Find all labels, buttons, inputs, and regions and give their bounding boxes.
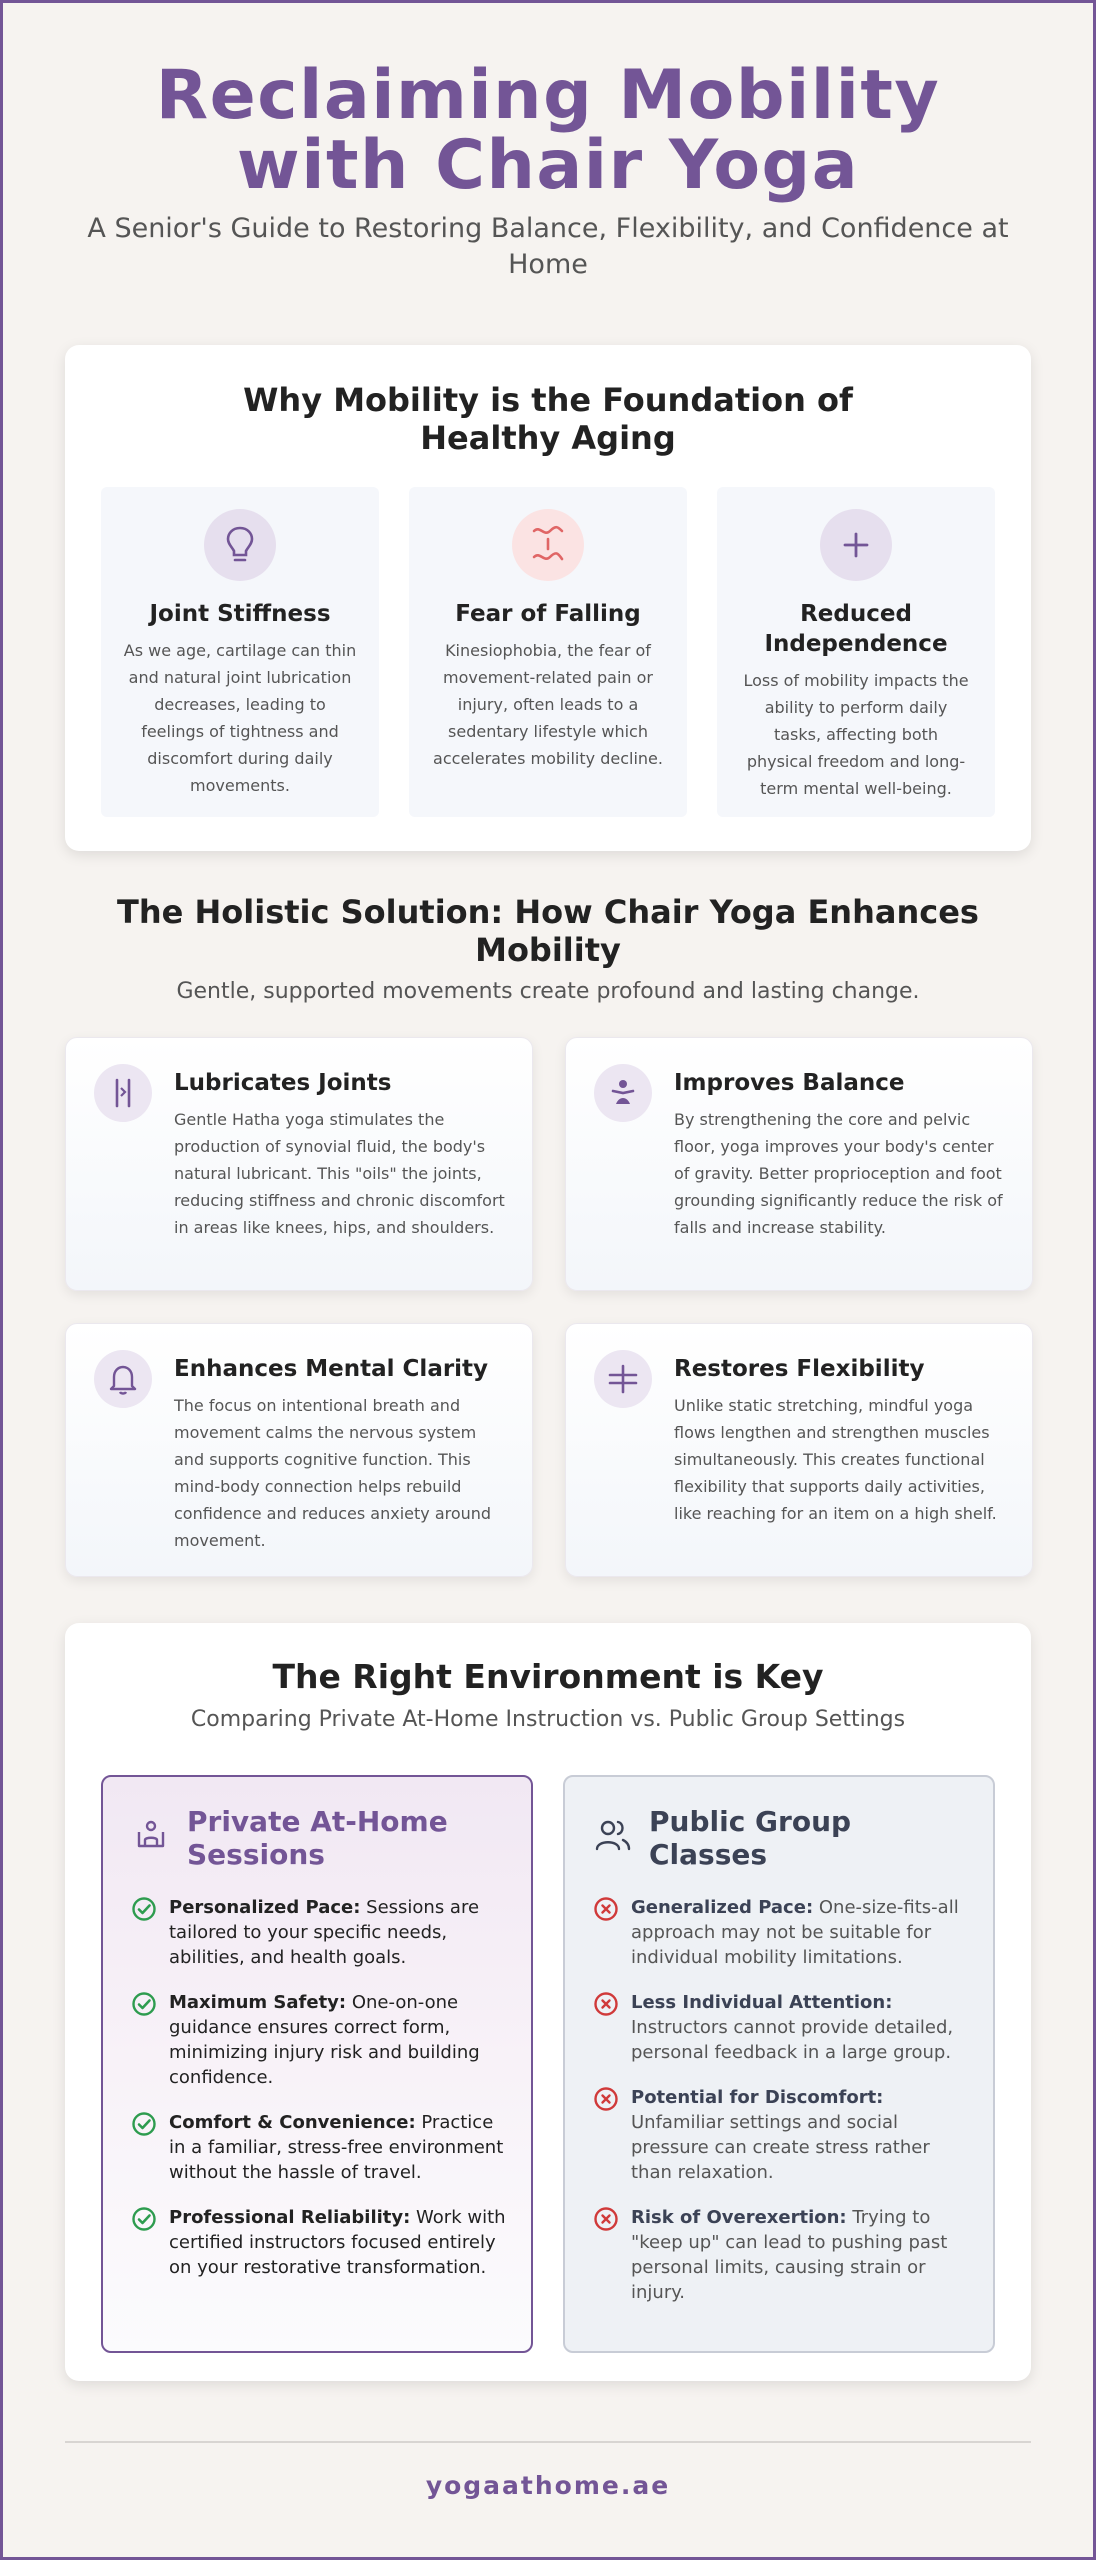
why-item-reduced-independence <box>717 487 995 817</box>
lightbulb-icon <box>204 509 276 581</box>
why-item-text: As we age, cartilage can thin and natural joint lubrication decreases, leading to feelings of tightness and discomfort during daily movements. <box>123 641 357 795</box>
home-person-icon <box>131 1815 171 1855</box>
check-circle-icon <box>131 1896 157 1922</box>
list-item <box>131 2110 507 2185</box>
list-item-text <box>169 2110 507 2185</box>
list-item <box>593 1990 969 2065</box>
why-item-text: Kinesiophobia, the fear of movement-related pain or injury, often leads to a sedentary lifestyle which accelerates mobility decline. <box>433 641 663 768</box>
plus-icon <box>820 509 892 581</box>
environment-section <box>65 1623 1031 2381</box>
benefit-text: Gentle Hatha yoga stimulates the production of synovial fluid, the body's natural lubricant. This "oils" the joints, reducing stiffness and chronic discomfort in areas like knees, hips, and shoulders. <box>174 1110 505 1237</box>
list-item-label: Maximum Safety: <box>169 1992 347 2013</box>
list-item <box>593 2085 969 2185</box>
why-mobility-section <box>65 345 1031 851</box>
stretch-icon <box>594 1350 652 1408</box>
list-item-description: Unfamiliar settings and social pressure can create stress rather than relaxation. <box>631 2112 930 2183</box>
benefit-card-restores-flexibility <box>565 1323 1033 1577</box>
public-classes-panel <box>563 1775 995 2353</box>
list-item-label: Potential for Discomfort: <box>631 2087 884 2108</box>
check-circle-icon <box>131 2111 157 2137</box>
environment-title: The Right Environment is Key <box>272 1657 824 1696</box>
x-circle-icon <box>593 2206 619 2232</box>
list-item-description: Trying to "keep up" can lead to pushing past personal limits, causing strain or injury. <box>631 2207 948 2303</box>
wave-icon <box>512 509 584 581</box>
benefit-title: Lubricates Joints <box>174 1070 392 1096</box>
list-item <box>131 2205 507 2280</box>
benefit-text: By strengthening the core and pelvic floor, yoga improves your body's center of gravity. Better proprioception and foot grounding significantly reduce the risk of falls and increase stability. <box>674 1110 1003 1237</box>
check-circle-icon <box>131 2206 157 2232</box>
solution-title: The Holistic Solution: How Chair Yoga Enhances Mobility <box>117 893 979 969</box>
joint-icon <box>94 1064 152 1122</box>
list-item-text <box>631 2205 969 2305</box>
group-icon <box>593 1815 633 1855</box>
benefit-title: Restores Flexibility <box>674 1356 925 1382</box>
benefit-text: The focus on intentional breath and movement calms the nervous system and supports cognitive function. This mind-body connection helps rebuild confidence and reduces anxiety around movement. <box>174 1396 492 1550</box>
balance-figure-icon <box>594 1064 652 1122</box>
private-sessions-panel <box>101 1775 533 2353</box>
list-item <box>131 1990 507 2090</box>
footer-divider <box>65 2441 1031 2443</box>
list-item-description: Sessions are tailored to your specific needs, abilities, and health goals. <box>169 1897 480 1968</box>
why-section-title: Why Mobility is the Foundation of Healthy Aging <box>243 381 853 457</box>
page-subtitle: A Senior's Guide to Restoring Balance, Flexibility, and Confidence at Home <box>87 213 1009 280</box>
benefit-card-improves-balance <box>565 1037 1033 1291</box>
list-item-description: One-size-fits-all approach may not be suitable for individual mobility limitations. <box>631 1897 959 1968</box>
x-circle-icon <box>593 2086 619 2112</box>
public-drawbacks-list <box>593 1895 969 2305</box>
public-panel-title: Public Group Classes <box>649 1805 852 1871</box>
list-item-text <box>169 1895 507 1970</box>
private-panel-title: Private At-Home Sessions <box>187 1805 448 1871</box>
environment-subtitle: Comparing Private At-Home Instruction vs. Public Group Settings <box>190 1707 906 1732</box>
list-item <box>593 1895 969 1970</box>
hero <box>65 3 1031 283</box>
list-item-text <box>169 1990 507 2090</box>
why-item-text: Loss of mobility impacts the ability to perform daily tasks, affecting both physical freedom and long-term mental well-being. <box>743 671 969 798</box>
bell-icon <box>94 1350 152 1408</box>
list-item-description: Work with certified instructors focused entirely on your restorative transformation. <box>169 2207 506 2278</box>
benefit-title: Enhances Mental Clarity <box>174 1356 489 1382</box>
list-item-description: Practice in a familiar, stress-free environment without the hassle of travel. <box>169 2112 504 2183</box>
footer-site-link[interactable]: yogaathome.ae <box>425 2471 671 2500</box>
benefit-title: Improves Balance <box>674 1070 905 1096</box>
list-item-label: Risk of Overexertion: <box>631 2207 847 2228</box>
x-circle-icon <box>593 1896 619 1922</box>
list-item-label: Personalized Pace: <box>169 1897 361 1918</box>
why-item-title: Reduced Independence <box>764 601 948 657</box>
why-item-fear-of-falling <box>409 487 687 817</box>
list-item-label: Professional Reliability: <box>169 2207 411 2228</box>
list-item-label: Generalized Pace: <box>631 1897 814 1918</box>
list-item-text <box>631 1895 969 1970</box>
list-item-text <box>169 2205 507 2280</box>
list-item-description: One-on-one guidance ensures correct form, minimizing injury risk and building confidence. <box>169 1992 480 2088</box>
why-item-title: Joint Stiffness <box>149 601 331 627</box>
list-item-label: Comfort & Convenience: <box>169 2112 416 2133</box>
list-item-label: Less Individual Attention: <box>631 1992 893 2013</box>
why-item-joint-stiffness <box>101 487 379 817</box>
solution-subtitle: Gentle, supported movements create profound and lasting change. <box>176 979 920 1004</box>
x-circle-icon <box>593 1991 619 2017</box>
page-title: Reclaiming Mobility with Chair Yoga <box>155 56 941 205</box>
solution-grid <box>65 1037 1031 1577</box>
list-item <box>593 2205 969 2305</box>
benefit-text: Unlike static stretching, mindful yoga flows lengthen and strengthen muscles simultaneously. This creates functional flexibility that supports daily activities, like reaching for an item on a high shelf. <box>674 1396 997 1523</box>
benefit-card-mental-clarity <box>65 1323 533 1577</box>
solution-header <box>65 893 1031 1007</box>
benefit-card-lubricates-joints <box>65 1037 533 1291</box>
check-circle-icon <box>131 1991 157 2017</box>
private-benefits-list <box>131 1895 507 2280</box>
list-item-text <box>631 2085 969 2185</box>
list-item-description: Instructors cannot provide detailed, personal feedback in a large group. <box>631 2017 954 2063</box>
why-item-title: Fear of Falling <box>455 601 641 627</box>
list-item <box>131 1895 507 1970</box>
list-item-text <box>631 1990 969 2065</box>
